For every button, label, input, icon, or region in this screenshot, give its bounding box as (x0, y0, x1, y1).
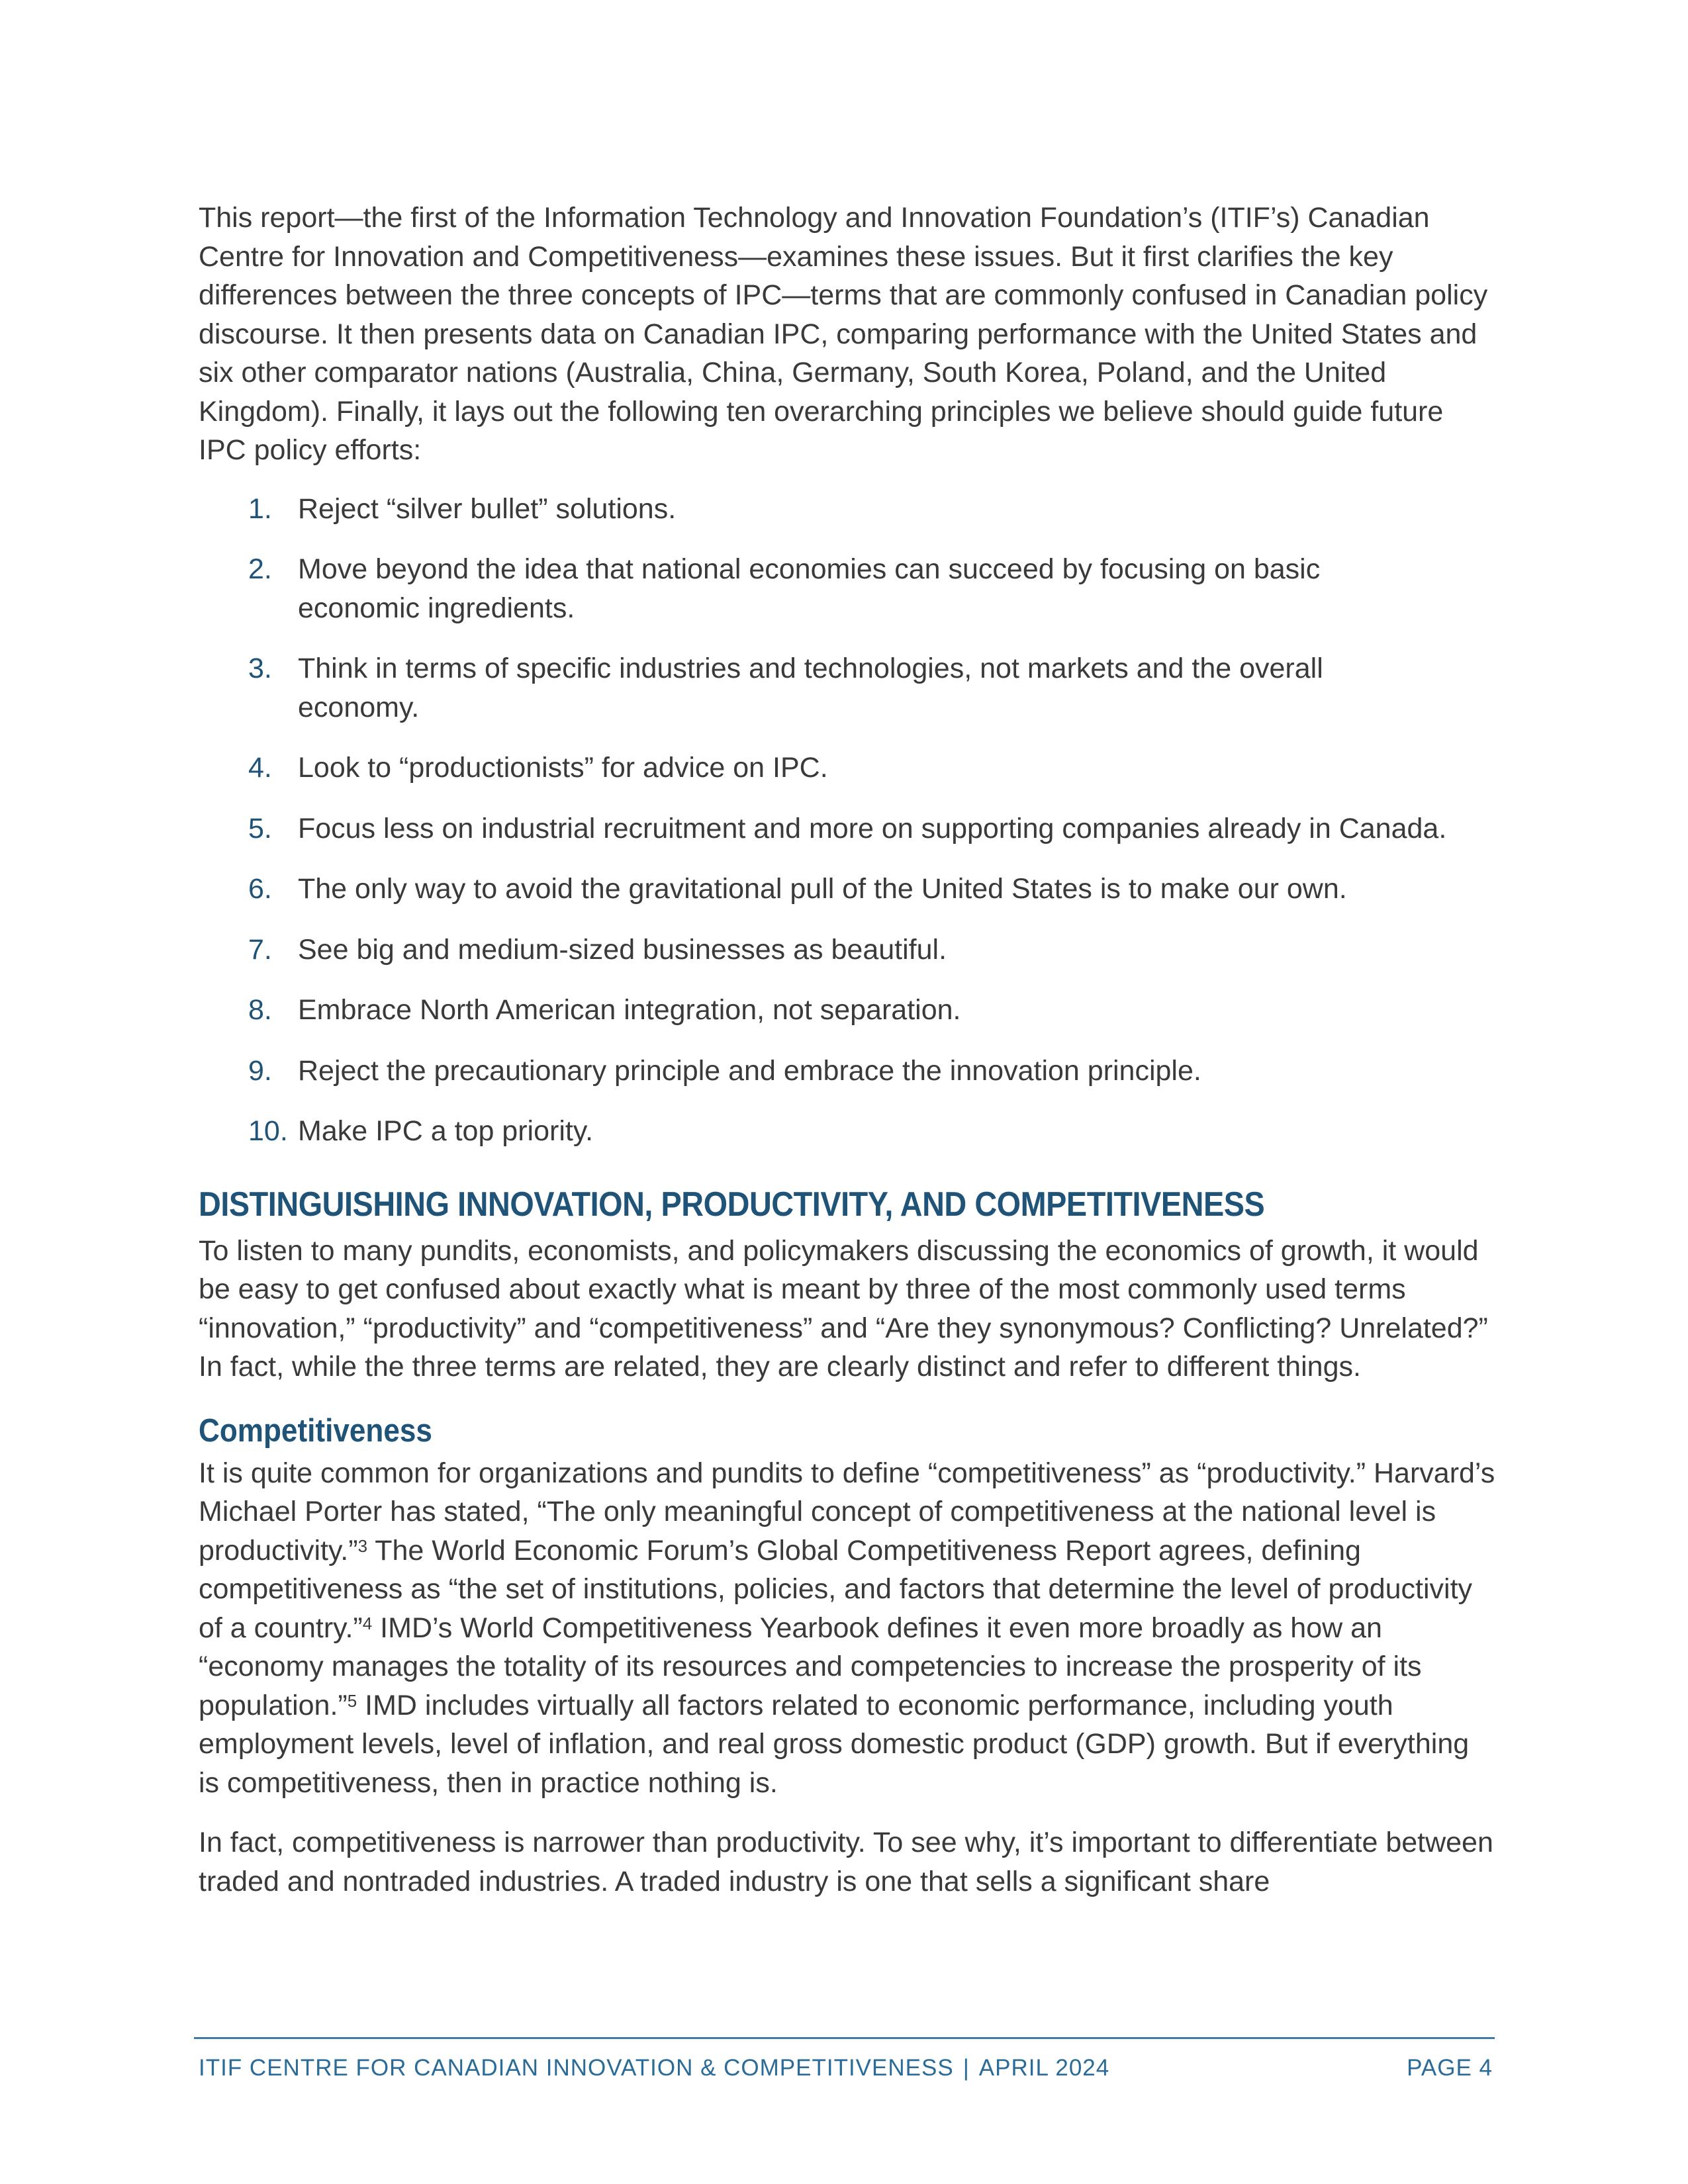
list-item-text: Move beyond the idea that national economies can succeed by focusing on basic economic ingredients. (298, 553, 1321, 624)
list-item-text: Reject “silver bullet” solutions. (298, 492, 677, 525)
list-item-number: 2. (248, 553, 272, 585)
footer-divider (194, 2037, 1495, 2039)
principles-list (199, 490, 1496, 1151)
page-content (199, 199, 1496, 1922)
list-item (199, 991, 1496, 1030)
list-item (199, 931, 1496, 970)
footer-publication (199, 2052, 1109, 2085)
section-paragraph: To listen to many pundits, economists, and policymakers discussing the economics of growth, it would be easy to get confused about exactly what is meant by three of the most commonly used terms “innovation,” “productivity” and “competitiveness” and “Are they synonymous? Conflicting? Unrelated?” In fact, while the three terms are related, they are clearly distinct and refer to different things. (199, 1234, 1488, 1383)
list-item (199, 809, 1496, 848)
list-item (199, 1112, 1496, 1151)
list-item-number: 5. (248, 812, 272, 844)
list-item-number: 9. (248, 1054, 272, 1087)
competitiveness-paragraph-2: In fact, competitiveness is narrower than productivity. To see why, it’s important to differentiate between traded and nontraded industries. A traded industry is one that sells a significant share (199, 1827, 1493, 1897)
list-item-text: Embrace North American integration, not separation. (298, 994, 961, 1026)
paragraph-text: IMD includes virtually all factors related to economic performance, including youth employment levels, level of inflation, and real gross domestic product (GDP) growth. But if everything is competitiveness, then in practice nothing is. (199, 1689, 1470, 1799)
section-heading: DISTINGUISHING INNOVATION, PRODUCTIVITY, AND COMPETITIVENESS (199, 1185, 1265, 1224)
list-item-text: Make IPC a top priority. (298, 1115, 594, 1147)
list-item (199, 870, 1496, 909)
intro-paragraph: This report—the first of the Information Technology and Innovation Foundation’s (ITIF’s) Canadian Centre for Innovation and Competitiveness—examines these issues. But it first clarifies the key differences between the three concepts of IPC—terms that are commonly confused in Canadian policy discourse. It then presents data on Canadian IPC, comparing performance with the United States and six other comparator nations (Australia, China, Germany, South Korea, Poland, and the United Kingdom). Finally, it lays out the following ten overarching principles we believe should guide future IPC policy efforts: (199, 202, 1488, 466)
paragraph-text: IMD’s World Competitiveness Yearbook defines it even more broadly as how an “economy manages the totality of its resources and competencies to increase the prosperity of its population.” (199, 1612, 1422, 1721)
list-item (199, 550, 1496, 627)
page-footer (199, 2052, 1493, 2085)
footnote-ref-3[interactable]: 3 (357, 1536, 368, 1557)
list-item (199, 1052, 1496, 1091)
list-item-number: 1. (248, 492, 272, 525)
list-item-number: 7. (248, 933, 272, 966)
footer-org: ITIF CENTRE FOR CANADIAN INNOVATION & COMPETITIVENESS (199, 2055, 954, 2081)
list-item (199, 749, 1496, 788)
paragraph-text: It is quite common for organizations and pundits to define “competitiveness” as “productivity.” Harvard’s Michael Porter has stated, “The only meaningful concept of competitiveness at the national level is productivity.” (199, 1457, 1495, 1567)
paragraph-text: The World Economic Forum’s Global Competitiveness Report agrees, defining competitiveness as “the set of institutions, policies, and factors that determine the level of productivity of a country.” (199, 1534, 1473, 1644)
list-item-number: 3. (248, 653, 272, 684)
competitiveness-heading: Competitiveness (199, 1412, 432, 1449)
list-item-text: Reject the precautionary principle and embrace the innovation principle. (298, 1054, 1201, 1087)
list-item-number: 4. (248, 752, 272, 784)
footer-separator: | (962, 2055, 970, 2081)
list-item-text: Look to “productionists” for advice on IPC. (298, 752, 828, 784)
list-item-text: Focus less on industrial recruitment and more on supporting companies already in Canada. (298, 812, 1447, 844)
page-number: PAGE 4 (1407, 2055, 1493, 2081)
footnote-ref-5[interactable]: 5 (347, 1691, 357, 1711)
competitiveness-paragraph-1 (199, 1454, 1496, 1803)
list-item-number: 6. (248, 873, 272, 905)
footnote-ref-4[interactable]: 4 (362, 1614, 373, 1634)
list-item (199, 649, 1496, 727)
list-item-text: The only way to avoid the gravitational pull of the United States is to make our own. (298, 873, 1347, 905)
list-item (199, 490, 1496, 529)
footer-date: APRIL 2024 (978, 2055, 1110, 2081)
list-item-number: 8. (248, 994, 272, 1026)
list-item-number: 10. (248, 1115, 288, 1147)
list-item-text: See big and medium-sized businesses as beautiful. (298, 933, 947, 966)
list-item-text: Think in terms of specific industries and technologies, not markets and the overall economy. (298, 653, 1323, 723)
